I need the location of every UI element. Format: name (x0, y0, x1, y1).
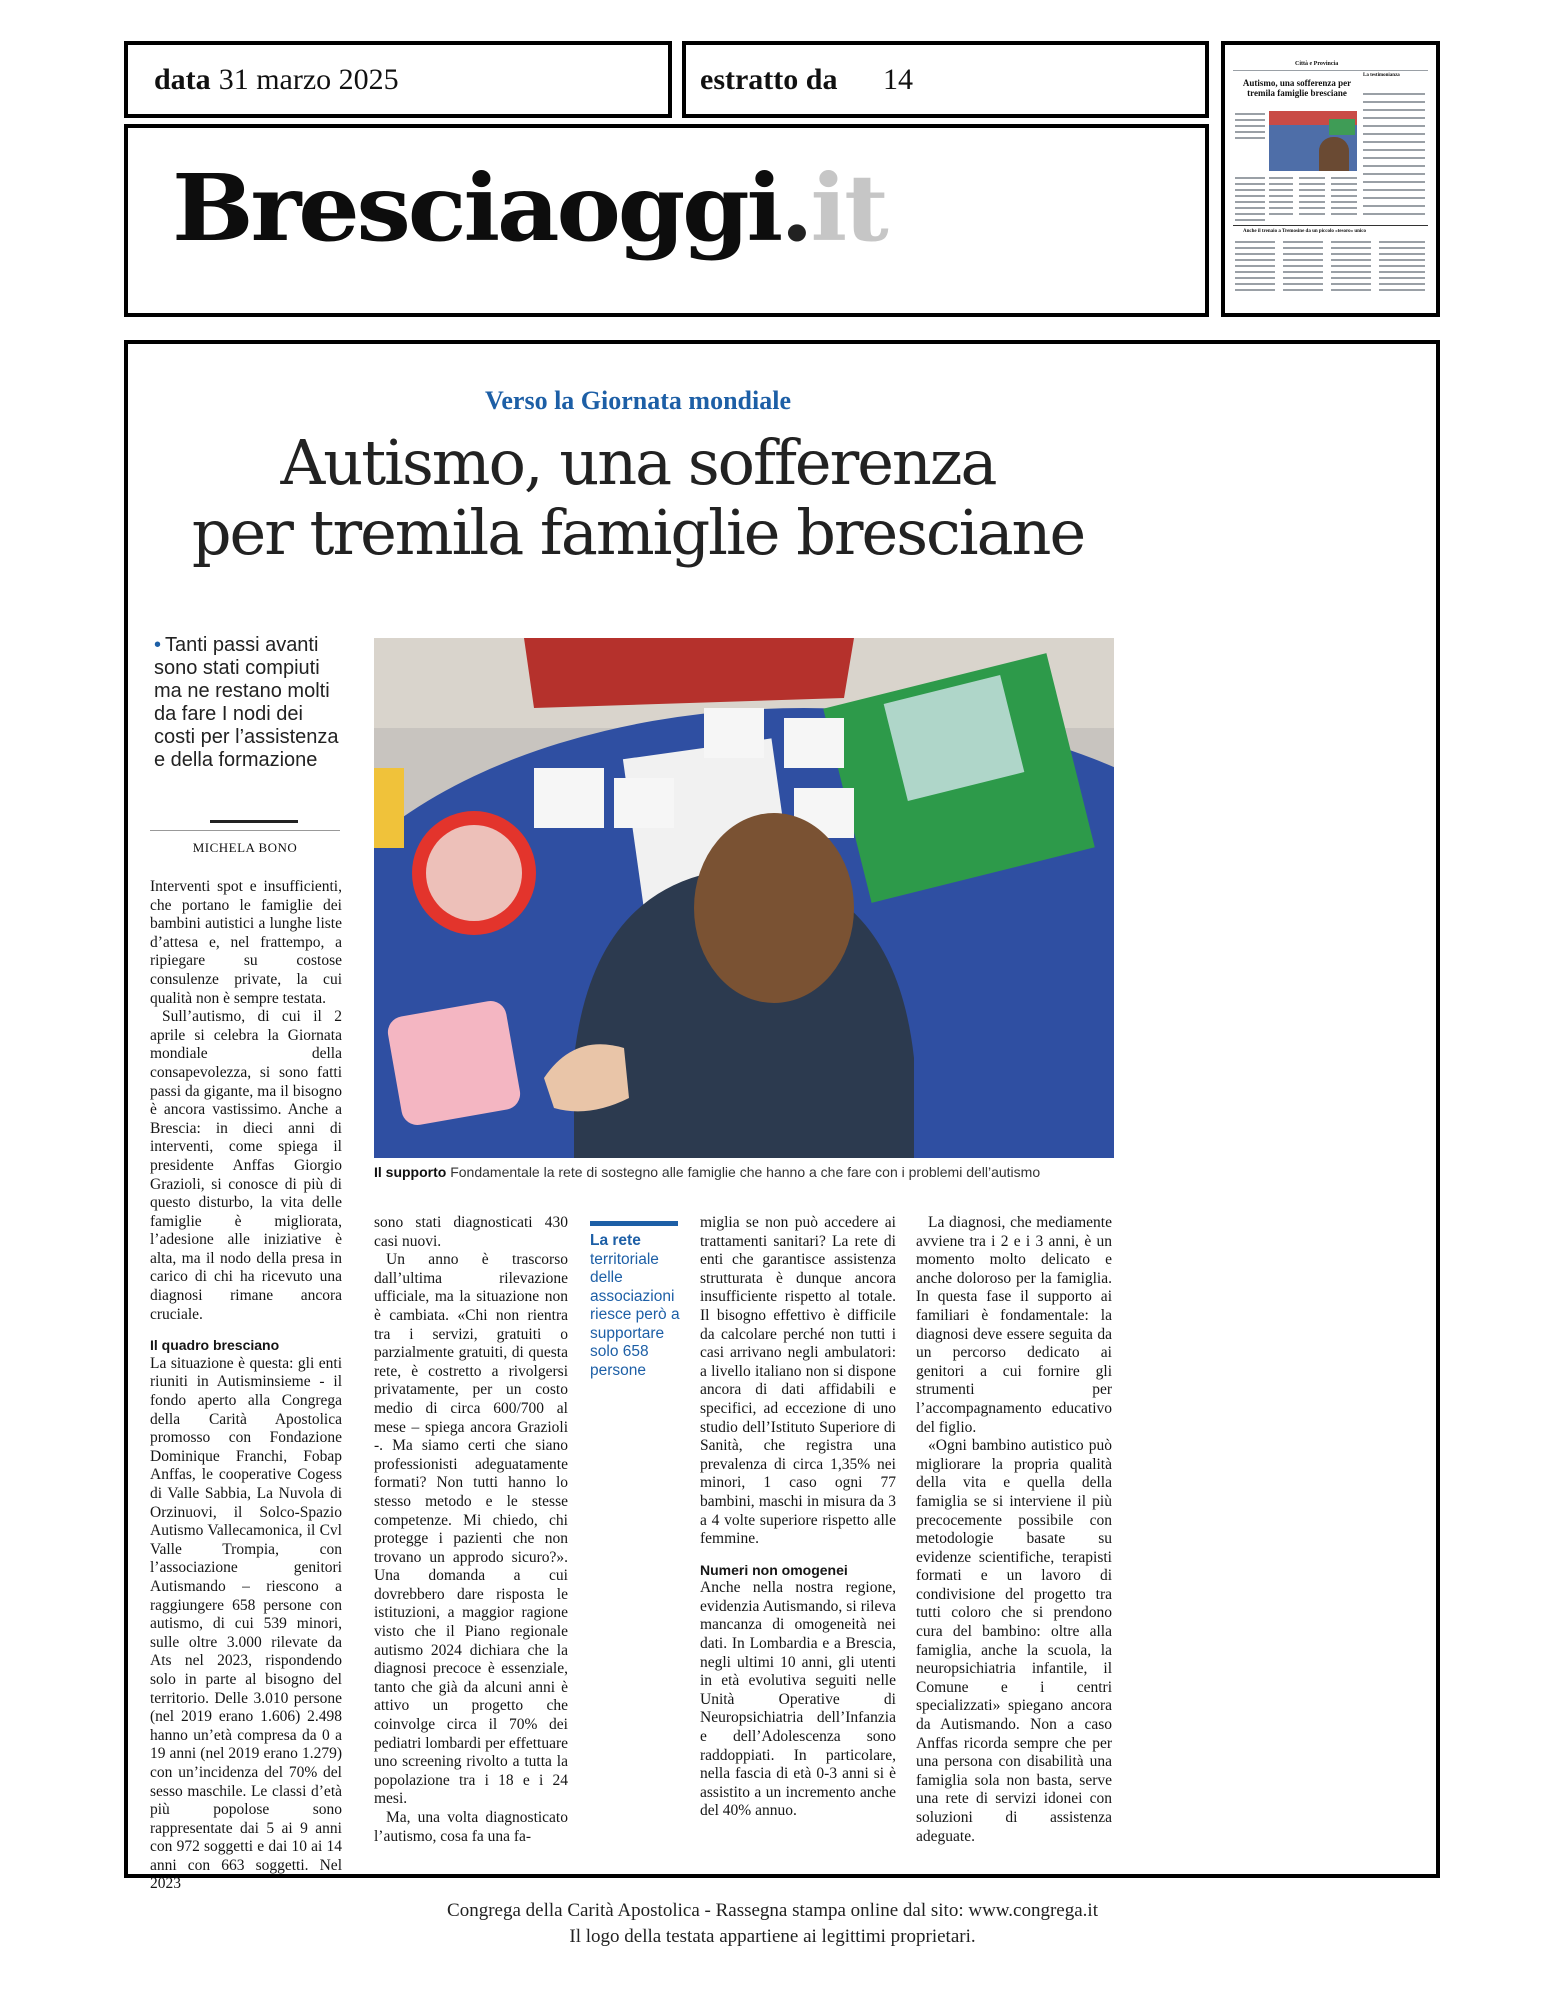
article-box (124, 340, 1440, 1893)
date-label: data (154, 63, 211, 96)
section-heading: Il quadro bresciano (150, 1337, 280, 1354)
callout-text: territoriale delle associazioni riesce però a supportare solo 658 persone (590, 1250, 680, 1379)
footer-disclaimer: Il logo della testata appartiene ai legittimi proprietari. (569, 1926, 976, 1947)
article-headline (128, 428, 1148, 568)
extract-field (700, 63, 913, 97)
paragraph: Ma, una volta diagnosticato l’autismo, cosa fa una fa- (374, 1809, 568, 1845)
paragraph: «Ogni bambino autistico può migliorare la propria qualità della vita e quella della famiglia se si interviene il più precocemente possibile con metodologie basate su evidenze scientifiche, terapisti formati e un lavoro di condivisione del progetto tra tutti coloro che si prendono cura del bambino: oltre alla famiglia, anche la scuola, la neuropsichiatria infantile, il Comune e i centri specializzati» spiegano ancora da Autismando. Non a caso Anffas ricorda sempre che per una persona con disabilità una famiglia sola non basta, serve una rete di servizi idonei con soluzioni di assistenza adeguate. (916, 1437, 1112, 1845)
date-value: 31 marzo 2025 (218, 63, 399, 96)
article-byline: MICHELA BONO (192, 840, 298, 855)
extract-page: 14 (882, 63, 913, 96)
paragraph: Interventi spot e insufficienti, che portano le famiglie dei bambini autistici a lunghe liste d’attesa e, nel frattempo, a ripiegare su costose consulenze private, la cui qualità non è sempre testata. (150, 878, 342, 1007)
byline-divider (150, 830, 340, 831)
article-column-1 (150, 878, 342, 1894)
date-box (124, 41, 672, 118)
headline-line-1: Autismo, una sofferenza (280, 426, 996, 499)
thumbnail-side-kicker: La testimonianza (1363, 73, 1400, 78)
article-column-2 (374, 1214, 568, 1846)
paragraph: miglia se non può accedere ai trattamenti sanitari? La rete di enti che garantisce assistenza strutturata è dunque ancora insufficiente rispetto al totale. Il bisogno effettivo è difficile da calcolare perché non tutti i casi arrivano negli ambulatori: a livello italiano non si dispone ancora di dati affidabili e specifici, ad eccezione di uno studio dell’Istituto Superiore di Sanità, che registra una prevalenza di circa 1,35% nei minori, 1 caso ogni 77 bambini, maschi in misura da 3 a 4 volte superiore rispetto alle femmine. (700, 1214, 896, 1548)
paragraph: La situazione è questa: gli enti riuniti in Autisminsieme - il fondo aperto alla Congrega della Carità Apostolica promosso con Fondazione Dominique Franchi, Fobap Anffas, le cooperative Cogess di Valle Sabbia, La Nuvola di Orzinuovi, il Solco-Spazio Autismo Vallecamonica, il Cvl Valle Trompia, con l’associazione genitori Autismando – riescono a raggiungere 658 persone con autismo, di cui 539 minori, sulle oltre 3.000 rilevate da Ats nel 2023, rispondendo solo in parte al bisogno del territorio. Delle 3.010 persone (nel 2019 erano 1.606) 2.498 hanno un’età compresa da 0 a 19 anni (nel 2019 erano 1.279) con un’incidenza del 70% del sesso maschile. Le classi d’età più popolose sono rappresentate dai 5 ai 9 anni con 972 soggetti e dai 10 ai 14 anni con 663 soggetti. Nel 2023 (150, 1354, 342, 1893)
article-kicker: Verso la Giornata mondiale (485, 386, 791, 415)
thumbnail-photo (1269, 111, 1357, 171)
callout-label: La rete (590, 1232, 641, 1249)
bullet-icon: • (154, 634, 162, 656)
callout-rule (590, 1221, 678, 1226)
article-photo (374, 638, 1114, 1158)
footer-source: Congrega della Carità Apostolica - Rassegna stampa online dal sito: www.congrega.it (447, 1900, 1098, 1921)
paragraph: La diagnosi, che mediamente avviene tra i 2 e i 3 anni, è un momento molto delicato e anche doloroso per la famiglia. In questa fase il supporto ai familiari è fondamentale: la diagnosi deve essere seguita da un percorso dedicato ai genitori a cui fornire gli strumenti per l’accompagnamento educativo del figlio. (916, 1214, 1112, 1436)
thumbnail-page (1233, 53, 1428, 305)
photo-illustration (374, 638, 1114, 1158)
thumbnail-section: Città e Provincia (1295, 61, 1339, 67)
page-thumbnail (1221, 41, 1440, 317)
date-field (154, 63, 399, 97)
masthead-box (124, 124, 1209, 317)
caption-label: Il supporto (374, 1164, 447, 1180)
paragraph: Anche nella nostra regione, evidenzia Autismando, si rileva mancanza di omogeneità nei dati. In Lombardia e a Brescia, negli ultimi 10 anni, gli utenti in età evolutiva seguiti nelle Unità Operative di Neuropsichiatria dell’Infanzia e dell’Adolescenza sono raddoppiati. In particolare, nella fascia di età 0-3 anni si è assistito a un incremento anche del 40% annuo. (700, 1579, 896, 1820)
extract-label: estratto da (700, 63, 838, 96)
pull-quote (590, 1232, 686, 1380)
subhead-divider (210, 820, 298, 823)
section-heading: Numeri non omogenei (700, 1561, 848, 1578)
thumbnail-bottom-headline: Anche il trenaio a Tremosine da un piccolo «tesoro» unico (1243, 229, 1367, 234)
thumbnail-headline: Autismo, una sofferenza per tremila famiglie bresciane (1242, 78, 1352, 98)
article-column-3 (700, 1214, 896, 1821)
photo-caption (374, 1164, 1134, 1180)
article-subhead: • Tanti passi avanti sono stati compiuti ma ne restano molti da fare I nodi dei costi per l’assistenza e della formazione (154, 634, 339, 771)
extract-box (682, 41, 1209, 118)
paragraph: Un anno è trascorso dall’ultima rilevazione ufficiale, ma la situazione non è cambiata. «Chi non rientra tra i servizi, gratuiti o parzialmente gratuiti, di questa rete, è costretto a rivolgersi privatamente, per un costo medio di circa 600/700 al mese – spiega ancora Grazioli -. Ma siamo certi che siano professionisti adeguatamente formati? Non tutti hanno lo stesso metodo e le stesse competenze. Mi chiedo, chi protegge i pazienti che non trovano un approdo sicuro?». Una domanda a cui dovrebbero dare risposta le istituzioni, a maggior ragione visto che il Piano regionale autismo 2024 dichiara che la diagnosi precoce è essenziale, tanto che già da alcuni anni è attivo un progetto che coinvolge circa il 70% dei pediatri lombardi per effettuare uno screening rivolto a tutta la popolazione tra i 18 e i 24 mesi. (374, 1251, 568, 1808)
headline-line-2: per tremila famiglie bresciane (191, 496, 1085, 569)
masthead-logo: Bresciaoggi.it (172, 154, 886, 262)
paragraph: Sull’autismo, di cui il 2 aprile si celebra la Giornata mondiale della consapevolezza, si sono fatti passi da gigante, ma il bisogno è ancora vastissimo. Anche a Brescia: in dieci anni di interventi, come spiega il presidente Anffas Giorgio Grazioli, si conosce di più di questo disturbo, la vita delle famiglie è migliorata, l’adesione alle iniziative è alta, ma il nodo della presa in carico di chi ha ricevuto una diagnosi rimane ancora cruciale. (150, 1008, 342, 1323)
caption-text: Fondamentale la rete di sostegno alle famiglie che hanno a che fare con i problemi dell’autismo (450, 1164, 1041, 1180)
paragraph: sono stati diagnosticati 430 casi nuovi. (374, 1214, 568, 1250)
article-column-4 (916, 1214, 1112, 1846)
